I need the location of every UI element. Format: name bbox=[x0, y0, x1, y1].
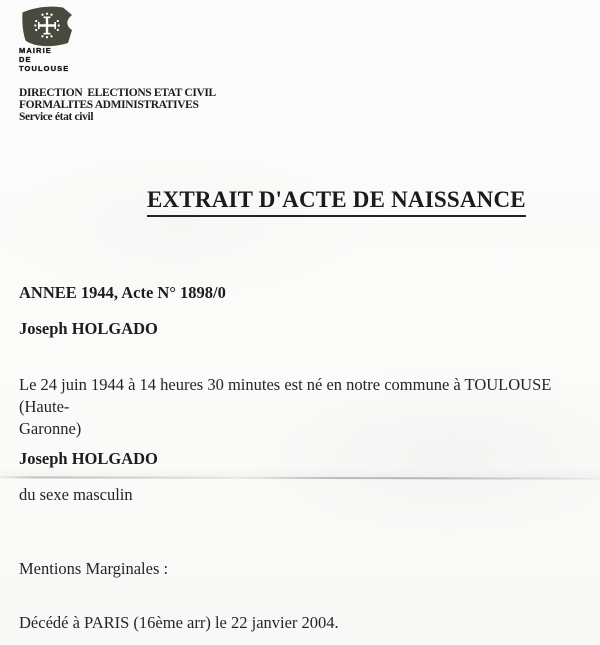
letterhead-service-line: Service état civil bbox=[19, 111, 94, 123]
document-title bbox=[147, 186, 526, 217]
sex-line: du sexe masculin bbox=[19, 485, 133, 504]
paper-fold-crease bbox=[0, 476, 600, 479]
letterhead bbox=[19, 87, 216, 123]
logo-org-line-3: TOULOUSE bbox=[19, 63, 70, 73]
logo-org-line-2: DE bbox=[19, 54, 32, 64]
birth-statement-line-2: Garonne) bbox=[19, 419, 82, 438]
person-name-secondary: Joseph HOLGADO bbox=[19, 449, 158, 468]
mentions-heading: Mentions Marginales : bbox=[19, 559, 169, 578]
birth-statement-line-1: Le 24 juin 1944 à 14 heures 30 minutes est né en notre commune à TOULOUSE (Haute- bbox=[19, 375, 552, 416]
death-mention: Décédé à PARIS (16ème arr) le 22 janvier 2004. bbox=[19, 613, 339, 632]
toulouse-flag-logo bbox=[19, 4, 75, 47]
person-name-primary: Joseph HOLGADO bbox=[19, 319, 158, 338]
document-title-text: EXTRAIT D'ACTE DE NAISSANCE bbox=[147, 186, 526, 217]
act-year-line: ANNEE 1944, Acte N° 1898/0 bbox=[19, 283, 226, 302]
letterhead-formalites-line: FORMALITES ADMINISTRATIVES bbox=[19, 99, 199, 111]
letterhead-direction-line: DIRECTION ELECTIONS ETAT CIVIL bbox=[19, 87, 216, 99]
birth-statement bbox=[19, 374, 585, 440]
logo-org-name bbox=[19, 47, 69, 73]
logo-org-line-1: MAIRIE bbox=[19, 46, 52, 55]
